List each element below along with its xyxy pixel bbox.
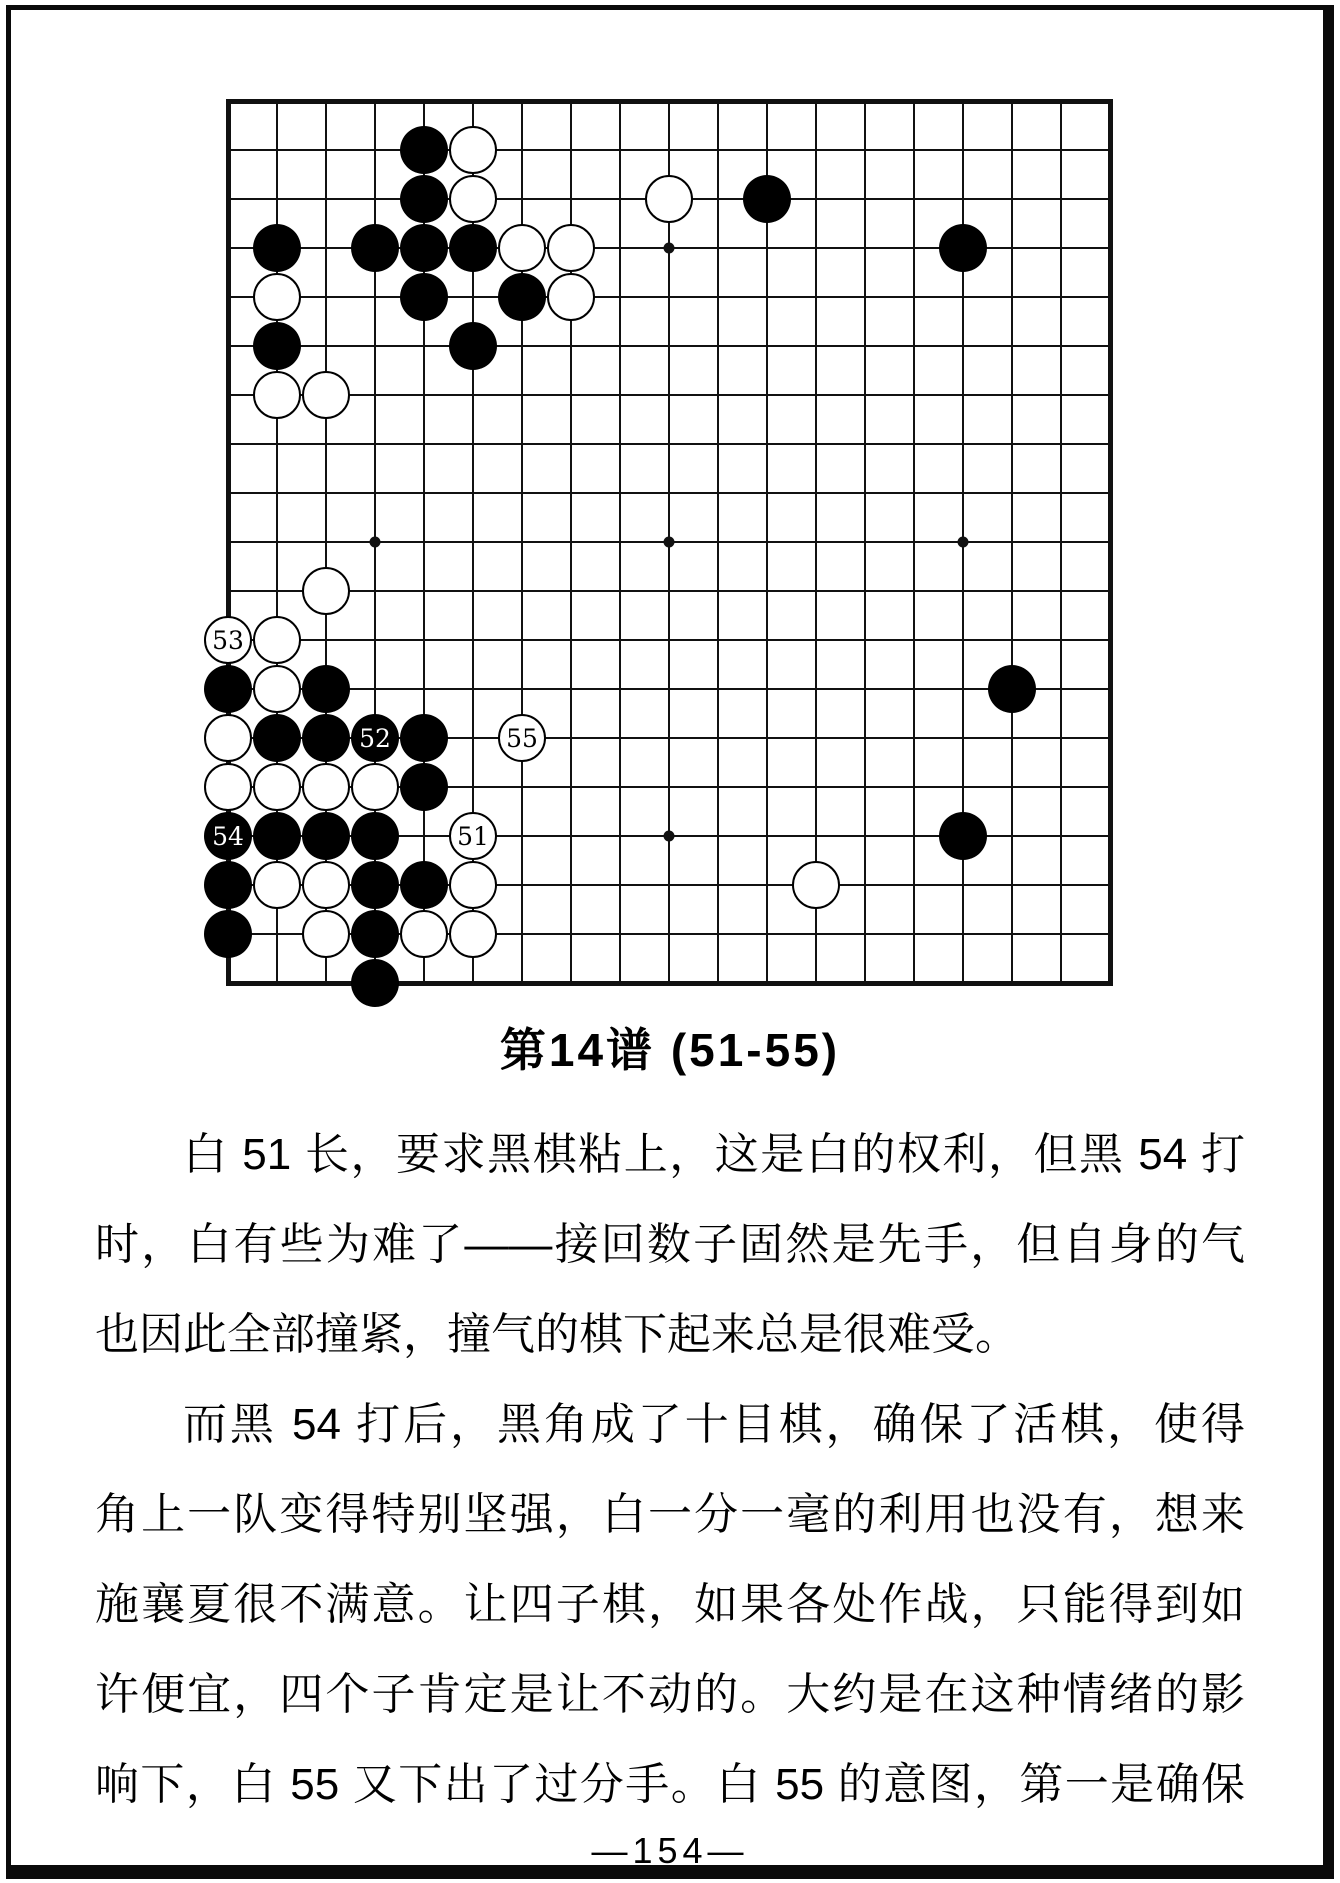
go-stone-black	[204, 665, 252, 713]
go-stone-black	[939, 224, 987, 272]
go-stone-black	[253, 714, 301, 762]
go-stone-white	[498, 224, 546, 272]
star-point	[664, 831, 675, 842]
grid-line	[1108, 99, 1113, 986]
go-stone-black	[988, 665, 1036, 713]
text-line: 施襄夏很不满意。让四子棋，如果各处作战，只能得到如	[95, 1580, 1245, 1629]
go-board	[212, 101, 1110, 983]
star-point	[958, 537, 969, 548]
text-line: 也因此全部撞紧，撞气的棋下起来总是很难受。	[95, 1310, 1019, 1359]
diagram-caption: 第14谱 (51-55)	[499, 1024, 841, 1076]
go-stone-black	[253, 322, 301, 370]
go-stone-white	[302, 763, 350, 811]
grid-line	[913, 99, 915, 986]
go-stone-white	[449, 175, 497, 223]
go-stone-white	[351, 763, 399, 811]
go-stone-white	[302, 567, 350, 615]
go-stone-black	[253, 812, 301, 860]
text-line: 许便宜，四个子肯定是让不动的。大约是在这种情绪的影	[95, 1670, 1245, 1719]
go-stone-white-53: 53	[204, 616, 252, 664]
go-stone-black	[302, 714, 350, 762]
go-stone-black	[449, 224, 497, 272]
go-stone-black	[204, 910, 252, 958]
go-stone-white	[792, 861, 840, 909]
go-stone-white	[302, 910, 350, 958]
star-point	[664, 537, 675, 548]
go-stone-black	[351, 959, 399, 1007]
go-stone-black	[351, 812, 399, 860]
go-stone-white	[253, 763, 301, 811]
text-line: 时，白有些为难了——接回数子固然是先手，但自身的气	[95, 1220, 1245, 1269]
go-stone-black	[351, 224, 399, 272]
go-stone-white	[449, 861, 497, 909]
go-stone-white-55: 55	[498, 714, 546, 762]
star-point	[664, 243, 675, 254]
grid-line	[226, 590, 1113, 592]
go-stone-black	[743, 175, 791, 223]
go-stone-black	[204, 861, 252, 909]
go-stone-white	[204, 763, 252, 811]
grid-line	[815, 99, 817, 986]
go-stone-white	[253, 616, 301, 664]
go-stone-black	[400, 714, 448, 762]
go-stone-black	[253, 224, 301, 272]
go-stone-black	[449, 322, 497, 370]
page-number: —154—	[591, 1830, 749, 1871]
grid-line	[766, 99, 768, 986]
go-stone-white	[302, 371, 350, 419]
go-stone-black-54: 54	[204, 812, 252, 860]
go-stone-white	[449, 126, 497, 174]
go-stone-white	[204, 714, 252, 762]
grid-line	[226, 639, 1113, 641]
grid-line	[1060, 99, 1062, 986]
go-stone-black	[939, 812, 987, 860]
go-stone-white	[253, 665, 301, 713]
go-stone-white	[547, 273, 595, 321]
go-stone-white	[645, 175, 693, 223]
star-point	[370, 537, 381, 548]
body-text	[95, 1110, 1245, 1830]
text-line: 白 51 长，要求黑棋粘上，这是白的权利，但黑 54 打	[183, 1130, 1245, 1179]
text-line: 角上一队变得特别坚强，白一分一毫的利用也没有，想来	[95, 1490, 1245, 1539]
text-line: 而黑 54 打后，黑角成了十目棋，确保了活棋，使得	[183, 1400, 1245, 1449]
go-stone-white	[253, 371, 301, 419]
go-stone-black	[400, 126, 448, 174]
go-stone-black	[498, 273, 546, 321]
go-stone-white-51: 51	[449, 812, 497, 860]
go-stone-black	[351, 910, 399, 958]
go-stone-black	[400, 763, 448, 811]
go-stone-white	[449, 910, 497, 958]
go-stone-white	[302, 861, 350, 909]
go-stone-black-52: 52	[351, 714, 399, 762]
grid-line	[864, 99, 866, 986]
go-stone-black	[400, 175, 448, 223]
grid-line	[717, 99, 719, 986]
go-stone-black	[400, 224, 448, 272]
go-stone-white	[253, 861, 301, 909]
go-stone-white	[400, 910, 448, 958]
text-line: 响下，白 55 又下出了过分手。白 55 的意图，第一是确保	[95, 1760, 1245, 1809]
go-stone-black	[302, 665, 350, 713]
go-stone-black	[302, 812, 350, 860]
go-stone-black	[400, 861, 448, 909]
grid-line	[1011, 99, 1013, 986]
go-stone-black	[351, 861, 399, 909]
go-stone-white	[547, 224, 595, 272]
go-stone-black	[400, 273, 448, 321]
go-stone-white	[253, 273, 301, 321]
grid-line	[226, 688, 1113, 690]
